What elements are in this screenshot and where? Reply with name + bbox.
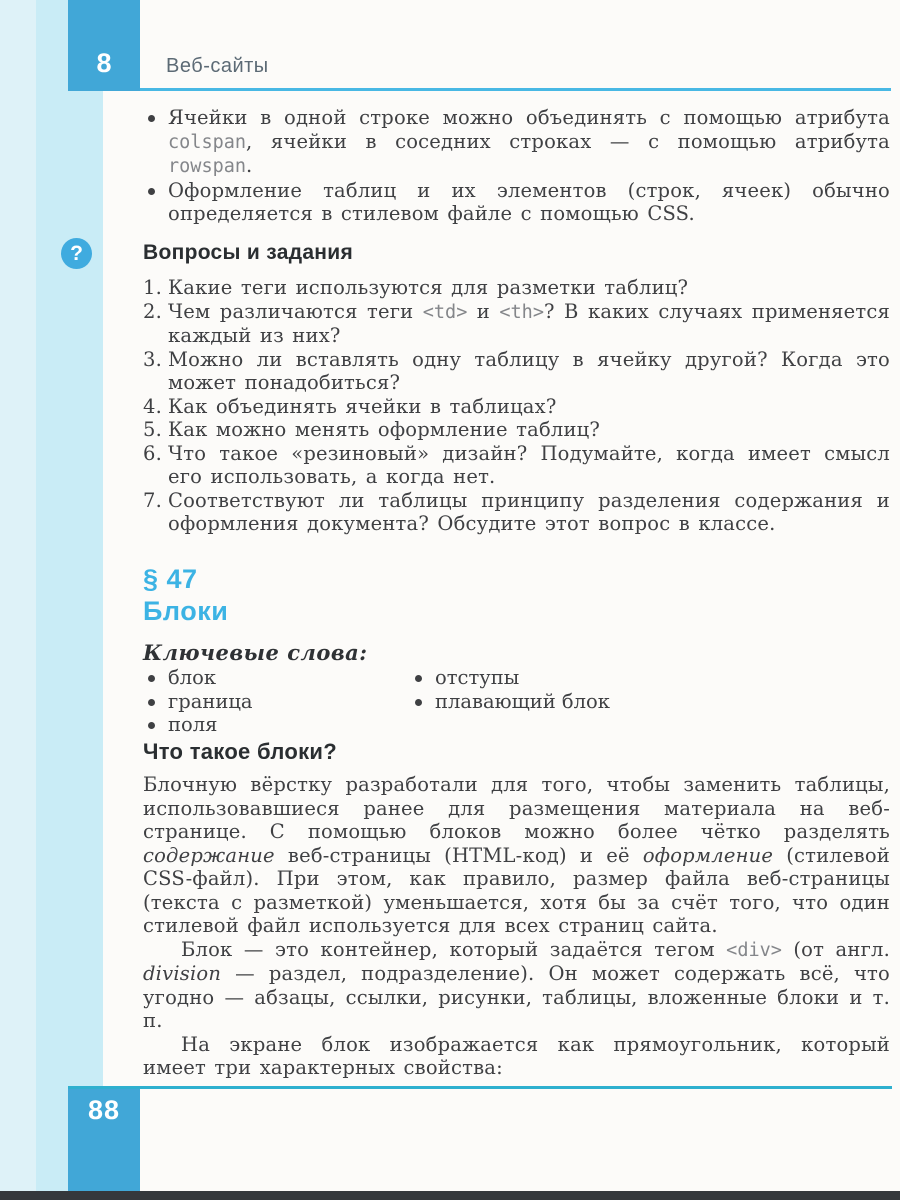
section-title: Блоки (143, 596, 229, 626)
question-mark-icon (61, 238, 92, 269)
body-paragraphs (143, 773, 890, 1080)
questions-list (143, 276, 890, 536)
keyword-item: отступы (410, 666, 890, 690)
intro-bullet-list (143, 106, 890, 226)
sidebar-strip (36, 0, 103, 1200)
chapter-number: 8 (96, 48, 112, 78)
question-mark-glyph: ? (70, 242, 83, 265)
keyword-item: плавающий блок (410, 690, 890, 714)
keywords-label: Ключевые слова: (143, 640, 368, 665)
question-item: Как можно менять оформление таблиц? (168, 418, 601, 441)
keywords-column-2 (410, 666, 890, 737)
bullet-item: Оформление таблиц и их элементов (строк, ячеек) обычно определяется в стилевом файле с помощью CSS. (143, 179, 890, 226)
keywords-column-1 (143, 666, 410, 737)
keyword-item: граница (143, 690, 410, 714)
keyword-item: блок (143, 666, 410, 690)
question-item: Можно ли вставлять одну таблицу в ячейку другой? Когда это может понадобиться? (168, 347, 890, 394)
keyword-item: поля (143, 713, 410, 737)
keywords-columns (143, 666, 890, 737)
section-number: § 47 (143, 564, 198, 594)
page-content (143, 0, 890, 1200)
chapter-number-box (68, 0, 140, 91)
chapter-title: Веб-сайты (166, 55, 269, 77)
page-left-edge (0, 0, 36, 1200)
subsection-heading: Что такое блоки? (143, 739, 337, 764)
questions-heading: Вопросы и задания (143, 241, 354, 264)
paragraph: На экране блок изображается как прямоугольник, который имеет три характерных свойства: (143, 1032, 890, 1079)
question-item: Какие теги используются для разметки таблиц? (168, 276, 689, 299)
question-item: Соответствуют ли таблицы принципу разделения содержания и оформления документа? Обсудите этот вопрос в классе. (168, 488, 890, 535)
paragraph: Блок — это контейнер, который задаётся тегом <div> (от англ. division — раздел, подразделение). Он может содержать всё, что угодно — абзацы, ссылки, рисунки, таблицы, вложенные блоки и т. п. (143, 937, 890, 1032)
page-number-box (68, 1089, 140, 1193)
page-number: 88 (87, 1095, 121, 1125)
footer-divider (68, 1086, 892, 1089)
header-divider (103, 88, 891, 91)
book-edge-shadow (0, 1191, 900, 1200)
question-item: Как объединять ячейки в таблицах? (168, 394, 557, 418)
paragraph: Блочную вёрстку разработали для того, чтобы заменить таблицы, использовавшиеся ранее для размещения материала на веб-странице. С помощью блоков можно более чётко разделять содержание веб-страницы (HTML-код) и её оформление (стилевой CSS-файл). При этом, как правило, размер файла веб-страницы (текста с разметкой) уменьшается, хотя бы за счёт того, что один стилевой файл используется для всех страниц сайта. (143, 773, 890, 937)
question-item: Чем различаются теги <td> и <th>? В каких случаях применяется каждый из них? (168, 299, 890, 347)
bullet-item: Ячейки в одной строке можно объединять с помощью атрибута colspan, ячейки в соседних строках — с помощью атрибута rowspan. (143, 106, 890, 179)
question-item: Что такое «резиновый» дизайн? Подумайте, когда имеет смысл его использовать, а когда нет. (168, 441, 890, 488)
